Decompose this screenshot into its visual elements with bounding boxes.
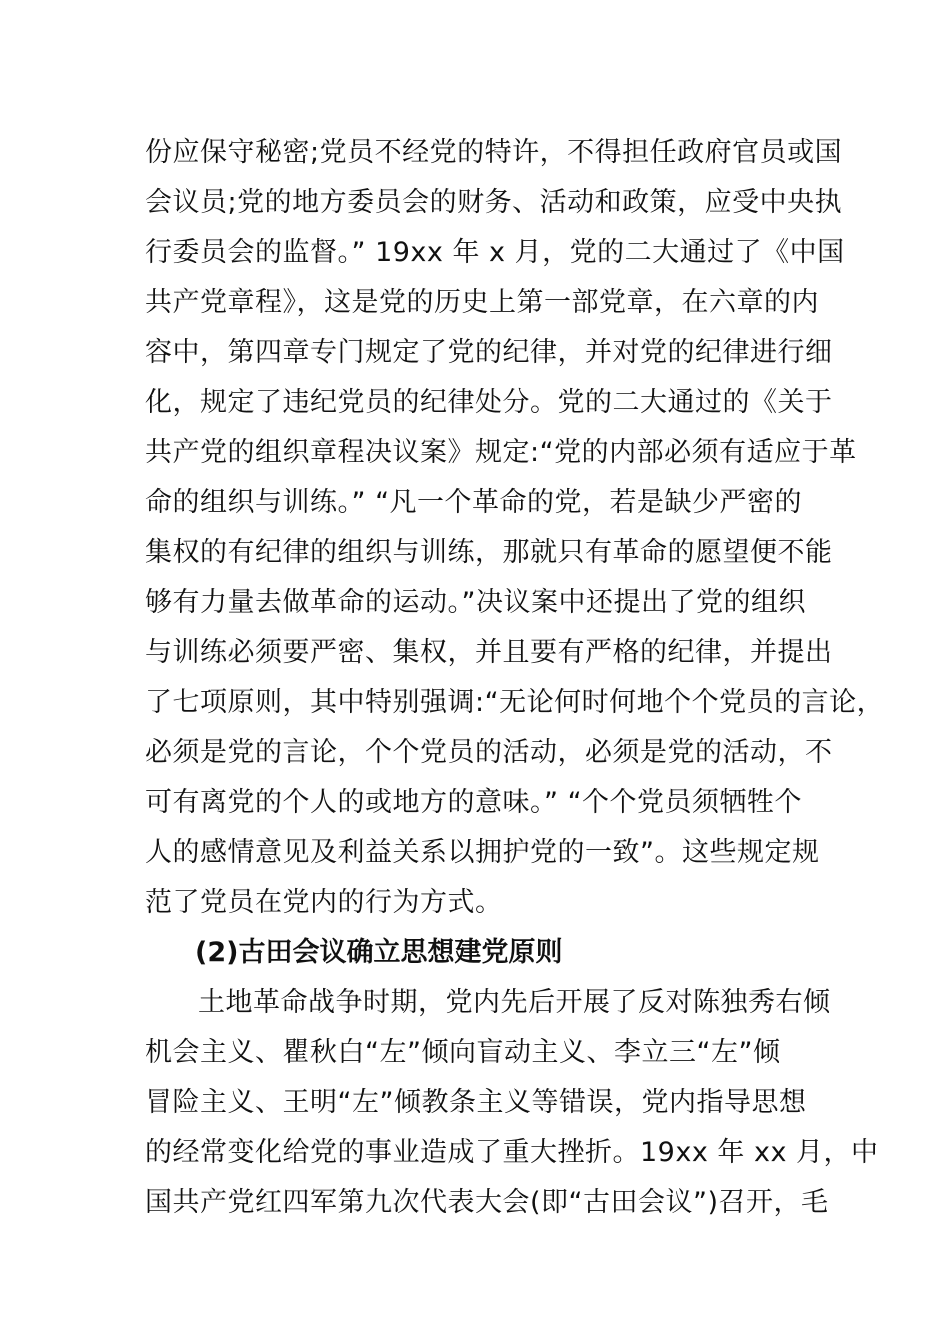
- text-line: 范了党员在党内的行为方式。: [145, 887, 503, 918]
- text-line: 可有离党的个人的或地方的意味。” “个个党员须牺牲个: [145, 787, 803, 818]
- text-line: 行委员会的监督。” 19xx 年 x 月，党的二大通过了《中国: [145, 237, 845, 268]
- section-heading: (2)古田会议确立思想建党原则: [195, 937, 563, 968]
- text-line: 够有力量去做革命的运动。”决议案中还提出了党的组织: [145, 587, 806, 618]
- text-line: 必须是党的言论，个个党员的活动，必须是党的活动，不: [145, 737, 833, 768]
- text-line: 份应保守秘密;党员不经党的特许，不得担任政府官员或国: [145, 137, 843, 168]
- text-line: 共产党章程》，这是党的历史上第一部党章，在六章的内: [145, 287, 819, 318]
- text-line: 集权的有纪律的组织与训练，那就只有革命的愿望便不能: [145, 537, 833, 568]
- text-line: 共产党的组织章程决议案》规定:“党的内部必须有适应于革: [145, 437, 857, 468]
- text-line: 会议员;党的地方委员会的财务、活动和政策，应受中央执: [145, 187, 843, 218]
- text-line: 机会主义、瞿秋白“左”倾向盲动主义、李立三“左”倾: [145, 1037, 781, 1068]
- text-line: 的经常变化给党的事业造成了重大挫折。19xx 年 xx 月，中: [145, 1137, 879, 1168]
- text-line: 与训练必须要严密、集权，并且要有严格的纪律，并提出: [145, 637, 833, 668]
- document-body: [145, 128, 885, 1228]
- text-line: 土地革命战争时期，党内先后开展了反对陈独秀右倾: [198, 987, 831, 1018]
- text-line: 冒险主义、王明“左”倾教条主义等错误，党内指导思想: [145, 1087, 807, 1118]
- text-line: 国共产党红四军第九次代表大会(即“古田会议”)召开，毛: [145, 1187, 829, 1218]
- text-line: 了七项原则，其中特别强调:“无论何时何地个个党员的言论，: [145, 687, 885, 718]
- text-line: 化，规定了违纪党员的纪律处分。党的二大通过的《关于: [145, 387, 833, 418]
- text-line: 容中，第四章专门规定了党的纪律，并对党的纪律进行细: [145, 337, 833, 368]
- text-line: 人的感情意见及利益关系以拥护党的一致”。这些规定规: [145, 837, 820, 868]
- text-line: 命的组织与训练。” “凡一个革命的党，若是缺少严密的: [145, 487, 803, 518]
